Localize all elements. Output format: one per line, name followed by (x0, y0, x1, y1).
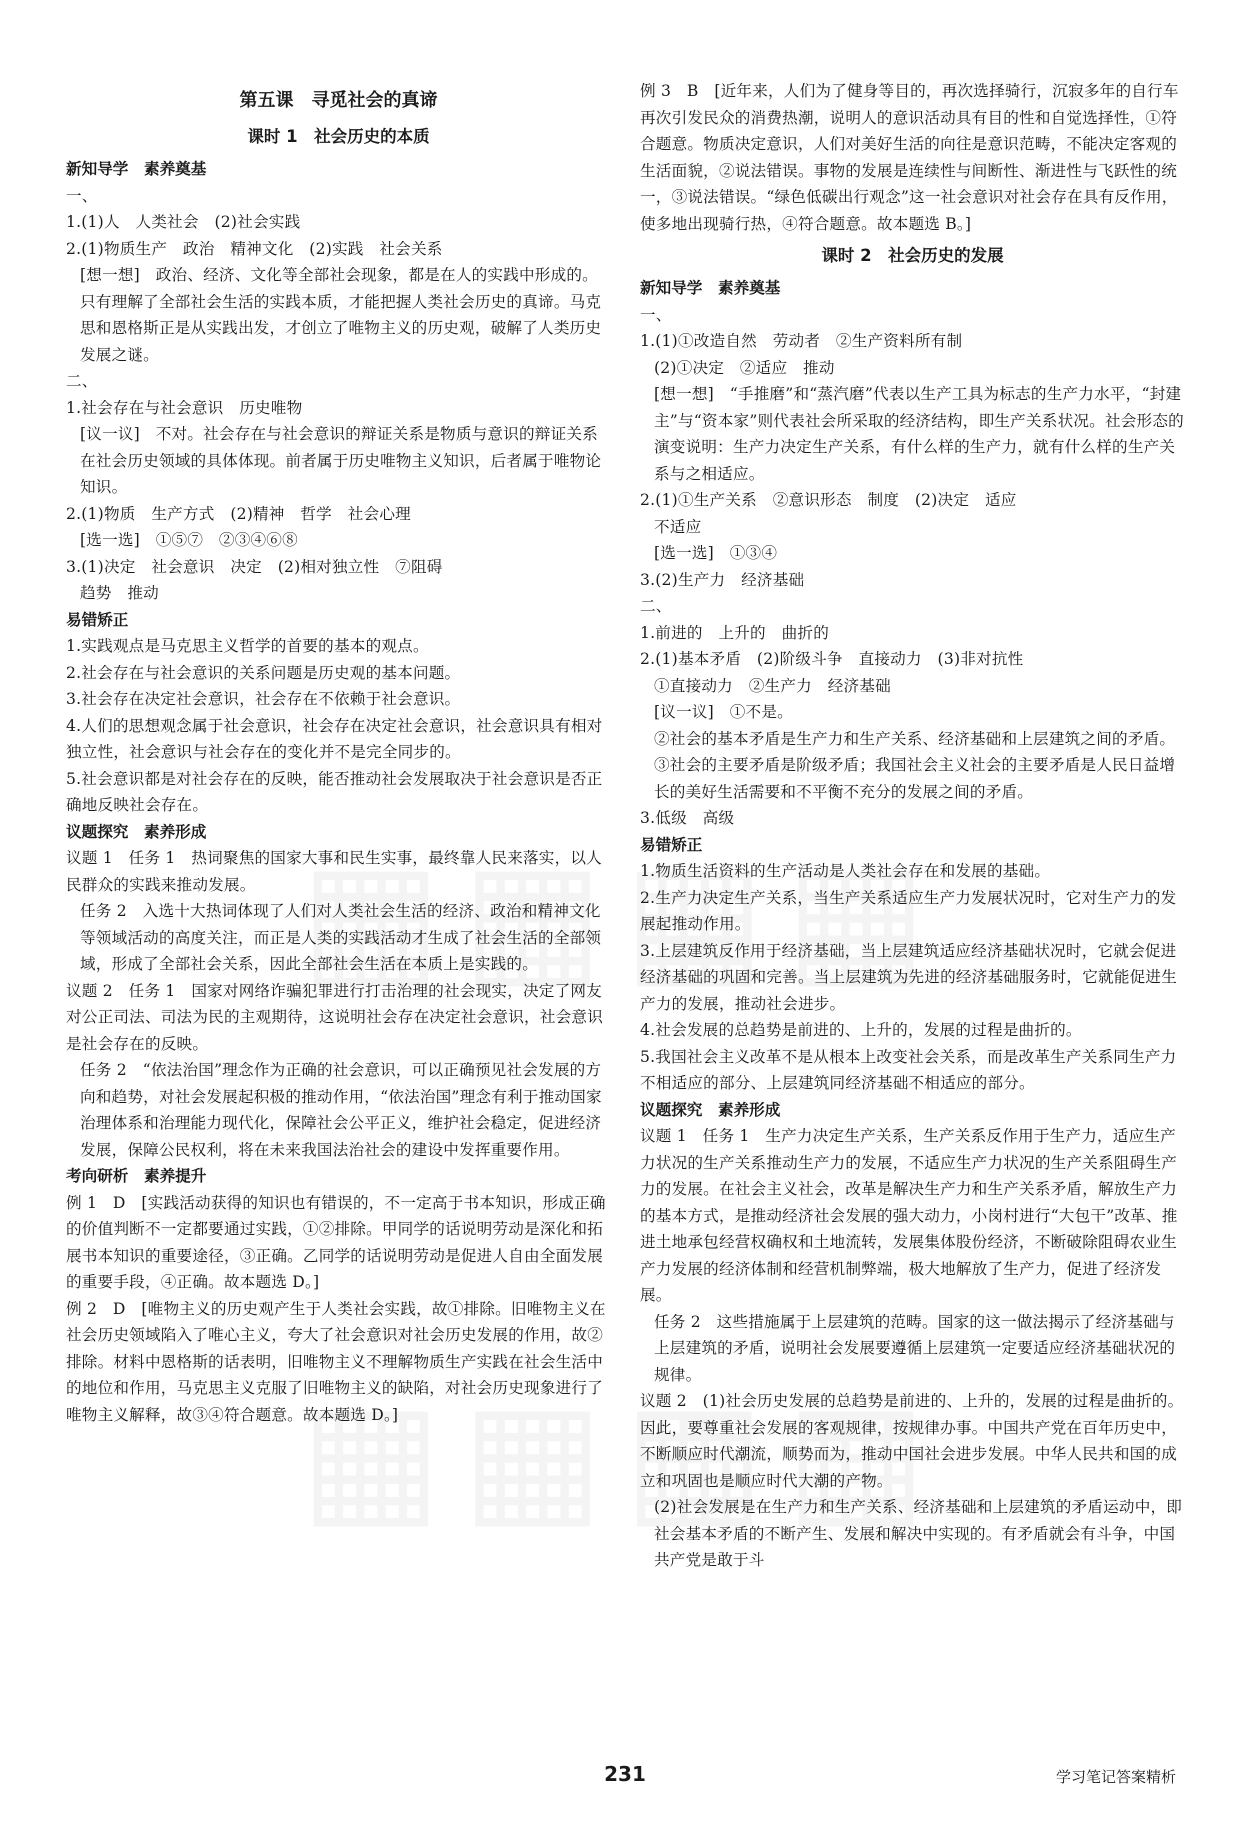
answer-line: 议题 1 任务 1 生产力决定生产关系，生产关系反作用于生产力，适应生产力状况的生产关系推动生产力的发展，不适应生产力状况的生产关系阻碍生产力的发展。在社会主义社会，改革是解决生产力和生产关系矛盾，解放生产力的基本方式，是推动经济社会发展的强大动力，小岗村进行“大包干”改革、推进土地承包经营权确权和土地流转，发展集体股份经济，不断破除阻碍农业生产力发展的经济体制和经营机制弊端，极大地解放了生产力，促进了经济发展。 (640, 1127, 1178, 1304)
answer-line: 1.前进的 上升的 曲折的 (640, 623, 830, 642)
period2-title: 课时 2 社会历史的发展 (821, 246, 1004, 265)
right-column-top (640, 78, 1185, 237)
answer-line: 1.社会存在与社会意识 历史唯物 (66, 398, 303, 417)
answer-line: 5.社会意识都是对社会存在的反映，能否推动社会发展取决于社会意识是否正确地反映社会存在。 (66, 769, 603, 814)
answer-line: 2.社会存在与社会意识的关系问题是历史观的基本问题。 (66, 663, 461, 682)
answer-line: 例 2 D [唯物主义的历史观产生于人类社会实践，故①排除。旧唯物主义在社会历史领域陷入了唯心主义，夸大了社会意识对社会历史发展的作用，故②排除。材料中恩格斯的话表明，旧唯物主义不理解物质生产实践在社会生活中的地位和作用，马克思主义克服了旧唯物主义的缺陷，对社会历史现象进行了唯物主义解释，故③④符合题意。故本题选 D。] (66, 1299, 606, 1424)
answer-line: [议一议] 不对。社会存在与社会意识的辩证关系是物质与意识的辩证关系在社会历史领域的具体体现。前者属于历史唯物主义知识，后者属于唯物论知识。 (80, 425, 602, 496)
answer-line: 1.(1)人 人类社会 (2)社会实践 (66, 213, 301, 231)
right-column-body (640, 275, 1185, 1574)
period1-title: 课时 1 社会历史的本质 (247, 127, 430, 146)
answer-line: 4.人们的思想观念属于社会意识，社会存在决定社会意识，社会意识具有相对独立性，社会意识与社会存在的变化并不是完全同步的。 (66, 716, 603, 761)
answer-line: ②社会的基本矛盾是生产力和生产关系、经济基础和上层建筑之间的矛盾。 (654, 729, 1176, 748)
answer-line: 二、 (640, 597, 672, 615)
section-heading: 考向研析 素养提升 (66, 1167, 207, 1185)
section-heading: 议题探究 素养形成 (640, 1100, 781, 1119)
answer-line: 任务 2 “依法治国”理念作为正确的社会意识，可以正确预见社会发展的方向和趋势，对社会发展起积极的推动作用，“依法治国”理念有利于推动国家治理体系和治理能力现代化，保障社会公平正义，维护社会稳定，促进经济发展，保障公民权利，将在未来我国法治社会的建设中发挥重要作用。 (80, 1061, 602, 1159)
answer-line: 议题 2 任务 1 国家对网络诈骗犯罪进行打击治理的社会现实，决定了网友对公正司法、司法为民的主观期待，这说明社会存在决定社会意识，社会意识是社会存在的反映。 (66, 981, 603, 1053)
answer-line: [议一议] ①不是。 (654, 703, 793, 721)
answer-line: 1.实践观点是马克思主义哲学的首要的基本的观点。 (66, 637, 429, 655)
section-heading: 易错矫正 (640, 835, 703, 854)
answer-line: 1.(1)①改造自然 劳动者 ②生产资料所有制 (640, 332, 963, 350)
answer-line: 3.(1)决定 社会意识 决定 (2)相对独立性 ⑦阻碍 (66, 557, 443, 576)
answer-line: 2.(1)①生产关系 ②意识形态 制度 (2)决定 适应 (640, 491, 1017, 509)
answer-line: 例 1 D [实践活动获得的知识也有错误的，不一定高于书本知识，形成正确的价值判断不一定都要通过实践，①②排除。甲同学的话说明劳动是深化和拓展书本知识的重要途径，③正确。乙同学的话说明劳动是促进人自由全面发展的重要手段，④正确。故本题选 D。] (66, 1193, 606, 1291)
answer-line: 2.(1)物质生产 政治 精神文化 (2)实践 社会关系 (66, 239, 443, 258)
answer-line: 趋势 推动 (80, 584, 159, 602)
answer-line: [想一想] “手推磨”和“蒸汽磨”代表以生产工具为标志的生产力水平，“封建主”与“资本家”则代表社会所采取的经济结构，即生产关系状况。社会形态的演变说明：生产力决定生产关系，有什么样的生产力，就有什么样的生产关系与之相适应。 (654, 385, 1184, 483)
answer-line: 2.(1)基本矛盾 (2)阶级斗争 直接动力 (3)非对抗性 (640, 650, 1024, 668)
answer-line: 例 3 B [近年来，人们为了健身等目的，再次选择骑行，沉寂多年的自行车再次引发民众的消费热潮，说明人的意识活动具有目的性和自觉选择性，①符合题意。物质决定意识，人们对美好生活的向往是意识范畴，不能决定客观的生活面貌，②说法错误。事物的发展是连续性与间断性、渐进性与飞跃性的统一，③说法错误。“绿色低碳出行观念”这一社会意识对社会存在具有反作用，使多地出现骑行热，④符合题意。故本题选 B。] (640, 82, 1179, 233)
answer-line: (2)①决定 ②适应 推动 (654, 358, 835, 377)
answer-line: [想一想] 政治、经济、文化等全部社会现象，都是在人的实践中形成的。只有理解了全部社会生活的实践本质，才能把握人类社会历史的真谛。马克思和恩格斯正是从实践出发，才创立了唯物主义的历史观，破解了人类历史发展之谜。 (80, 266, 602, 364)
right-column (640, 78, 1185, 1574)
left-column (66, 78, 611, 1428)
answer-line: 任务 2 这些措施属于上层建筑的范畴。国家的这一做法揭示了经济基础与上层建筑的矛盾，说明社会发展要遵循上层建筑一定要适应经济基础状况的规律。 (654, 1312, 1176, 1384)
answer-line: 一、 (640, 305, 672, 324)
answer-line: 2.生产力决定生产关系，当生产关系适应生产力发展状况时，它对生产力的发展起推动作用。 (640, 888, 1177, 933)
answer-line: 议题 2 (1)社会历史发展的总趋势是前进的、上升的，发展的过程是曲折的。因此，要尊重社会发展的客观规律，按规律办事。中国共产党在百年历史中，不断顺应时代潮流，顺势而为，推动中国社会进步发展。中华人民共和国的成立和巩固也是顺应时代大潮的产物。 (640, 1392, 1184, 1490)
answer-line: 3.上层建筑反作用于经济基础，当上层建筑适应经济基础状况时，它就会促进经济基础的巩固和完善。当上层建筑为先进的经济基础服务时，它就能促进生产力的发展，推动社会进步。 (640, 941, 1177, 1013)
left-column-body (66, 156, 611, 1428)
answer-line: 一、 (66, 186, 98, 205)
section-heading: 易错矫正 (66, 610, 129, 629)
answer-line: 5.我国社会主义改革不是从根本上改变社会关系，而是改革生产关系同生产力不相适应的部分、上层建筑同经济基础不相适应的部分。 (640, 1047, 1177, 1092)
answer-line: ①直接动力 ②生产力 经济基础 (654, 676, 891, 695)
page-number: 231 (604, 1762, 646, 1786)
answer-line: 3.(2)生产力 经济基础 (640, 570, 805, 589)
answer-line: 二、 (66, 372, 98, 390)
answer-line: 议题 1 任务 1 热词聚焦的国家大事和民生实事，最终靠人民来落实，以人民群众的实践来推动发展。 (66, 849, 602, 894)
answer-line: 2.(1)物质 生产方式 (2)精神 哲学 社会心理 (66, 504, 411, 523)
answer-line: ③社会的主要矛盾是阶级矛盾；我国社会主义社会的主要矛盾是人民日益增长的美好生活需要和不平衡不充分的发展之间的矛盾。 (654, 756, 1176, 801)
section-heading: 议题探究 素养形成 (66, 822, 207, 841)
footer-label: 学习笔记答案精析 (1055, 1768, 1176, 1786)
answer-line: 不适应 (654, 517, 702, 536)
answer-line: 1.物质生活资料的生产活动是人类社会存在和发展的基础。 (640, 862, 1051, 880)
answer-line: 4.社会发展的总趋势是前进的、上升的，发展的过程是曲折的。 (640, 1021, 1082, 1039)
answer-line: (2)社会发展是在生产力和生产关系、经济基础和上层建筑的矛盾运动中，即社会基本矛盾的不断产生、发展和解决中实现的。有矛盾就会有斗争，中国共产党是敢于斗 (654, 1498, 1183, 1569)
section-heading: 新知导学 素养奠基 (66, 160, 207, 178)
answer-line: [选一选] ①③④ (654, 544, 778, 562)
lesson-title: 第五课 寻觅社会的真谛 (239, 90, 438, 111)
answer-line: [选一选] ①⑤⑦ ②③④⑥⑧ (80, 531, 298, 549)
answer-line: 任务 2 入选十大热词体现了人们对人类社会生活的经济、政治和精神文化等领域活动的高度关注，而正是人类的实践活动才生成了社会生活的全部领域，形成了全部社会关系，因此全部社会生活在本质上是实践的。 (80, 902, 602, 973)
answer-line: 3.低级 高级 (640, 809, 735, 827)
section-heading: 新知导学 素养奠基 (640, 279, 781, 297)
answer-line: 3.社会存在决定社会意识，社会存在不依赖于社会意识。 (66, 690, 461, 708)
